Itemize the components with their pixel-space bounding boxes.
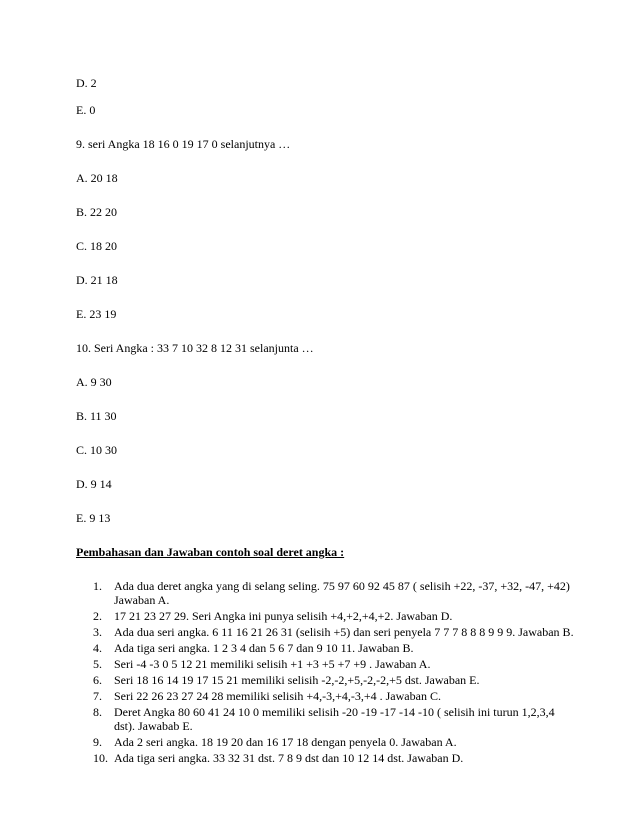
answer-item: [76, 641, 576, 655]
q10-option-c: C. 10 30: [76, 443, 118, 457]
q10-option-a: A. 9 30: [76, 375, 112, 389]
answer-item: [76, 609, 576, 623]
q9-option-d: D. 21 18: [76, 273, 118, 287]
answer-text: Deret Angka 80 60 41 24 10 0 memiliki selisih -20 -19 -17 -14 -10 ( selisih ini turun 1,2,3,4 dst). Jawabab E.: [114, 705, 555, 733]
answer-item: [76, 689, 576, 703]
answer-item: [76, 625, 576, 639]
q10-option-d: D. 9 14: [76, 477, 112, 491]
answer-text: Ada tiga seri angka. 1 2 3 4 dan 5 6 7 dan 9 10 11. Jawaban B.: [114, 641, 414, 655]
answer-number: 1.: [93, 579, 102, 593]
answer-number: 5.: [93, 657, 102, 671]
answer-text: Ada 2 seri angka. 18 19 20 dan 16 17 18 dengan penyela 0. Jawaban A.: [114, 735, 457, 749]
answer-item: [76, 657, 576, 671]
answer-item: [76, 579, 576, 607]
answer-item: [76, 673, 576, 687]
q9-option-c: C. 18 20: [76, 239, 118, 253]
answer-item: [76, 705, 576, 733]
answer-text: Seri 18 16 14 19 17 15 21 memiliki selisih -2,-2,+5,-2,-2,+5 dst. Jawaban E.: [114, 673, 480, 687]
option-d: D. 2: [76, 76, 97, 90]
answer-text: 17 21 23 27 29. Seri Angka ini punya selisih +4,+2,+4,+2. Jawaban D.: [114, 609, 453, 623]
answer-list: [76, 579, 576, 767]
q9-option-e: E. 23 19: [76, 307, 117, 321]
answer-text: Ada tiga seri angka. 33 32 31 dst. 7 8 9 dst dan 10 12 14 dst. Jawaban D.: [114, 751, 464, 765]
answer-item: [76, 735, 576, 749]
answer-item: [76, 751, 576, 765]
answer-number: 7.: [93, 689, 102, 703]
answer-number: 4.: [93, 641, 102, 655]
answer-number: 8.: [93, 705, 102, 719]
q9-option-a: A. 20 18: [76, 171, 118, 185]
answer-number: 9.: [93, 735, 102, 749]
q9-option-b: B. 22 20: [76, 205, 118, 219]
answer-text: Ada dua deret angka yang di selang seling. 75 97 60 92 45 87 ( selisih +22, -37, +32, -47, +42) Jawaban A.: [114, 579, 570, 607]
option-e: E. 0: [76, 103, 96, 117]
answer-number: 10.: [93, 751, 108, 765]
answer-text: Seri 22 26 23 27 24 28 memiliki selisih +4,-3,+4,-3,+4 . Jawaban C.: [114, 689, 441, 703]
answer-text: Seri -4 -3 0 5 12 21 memiliki selisih +1 +3 +5 +7 +9 . Jawaban A.: [114, 657, 431, 671]
question-10-text: 10. Seri Angka : 33 7 10 32 8 12 31 selanjunta …: [76, 341, 314, 355]
answer-number: 2.: [93, 609, 102, 623]
answer-number: 3.: [93, 625, 102, 639]
answer-number: 6.: [93, 673, 102, 687]
q10-option-b: B. 11 30: [76, 409, 117, 423]
discussion-heading: Pembahasan dan Jawaban contoh soal deret angka :: [76, 545, 345, 559]
question-9-text: 9. seri Angka 18 16 0 19 17 0 selanjutnya …: [76, 137, 291, 151]
answer-text: Ada dua seri angka. 6 11 16 21 26 31 (selisih +5) dan seri penyela 7 7 7 8 8 8 9 9 9. Jawaban B.: [114, 625, 574, 639]
q10-option-e: E. 9 13: [76, 511, 111, 525]
